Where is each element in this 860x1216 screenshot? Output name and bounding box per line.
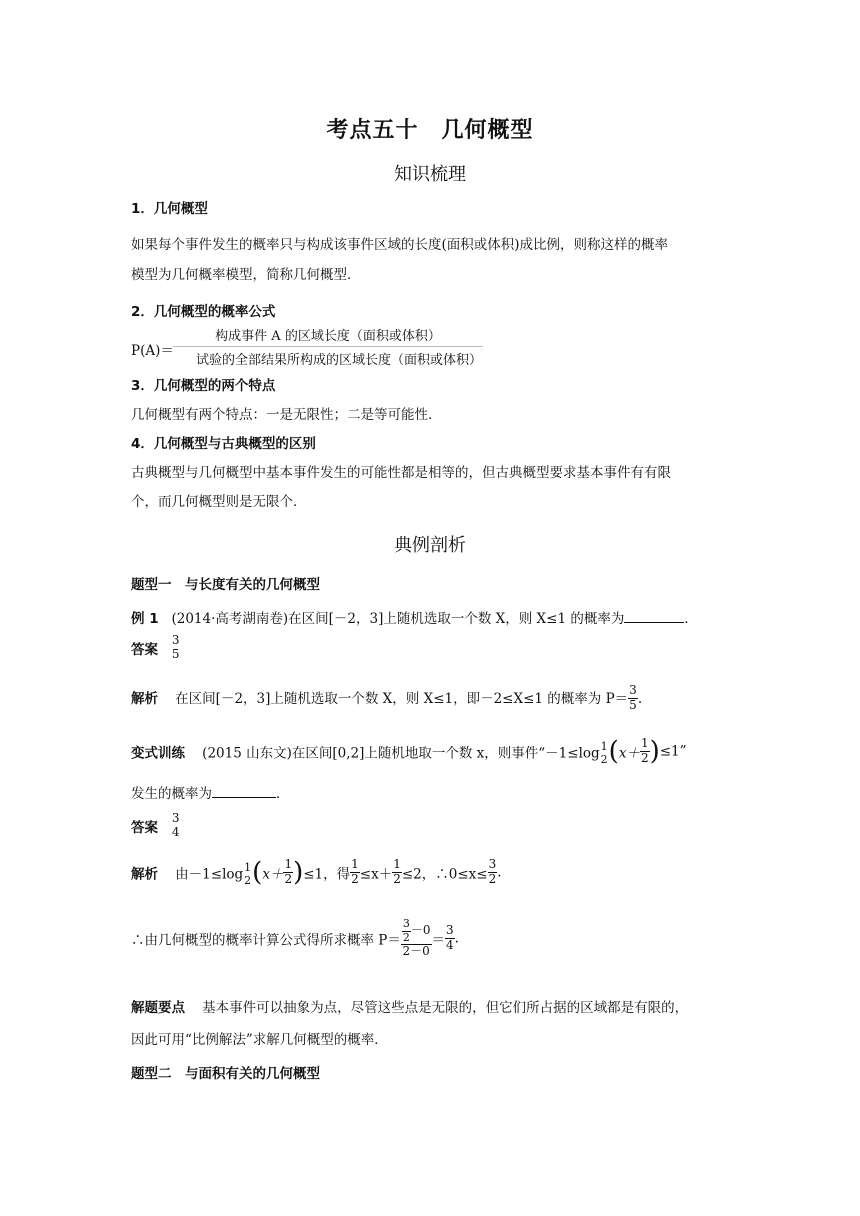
tip-line2: 因此可用“比例解法”求解几何概型的概率． bbox=[131, 1032, 388, 1048]
frac-num: 3 bbox=[402, 917, 410, 930]
answer-label: 答案 bbox=[131, 641, 158, 658]
k4-heading: 4．几何概型与古典概型的区别 bbox=[131, 436, 316, 452]
variant-end: ． bbox=[276, 786, 290, 802]
frac-den: 2 bbox=[402, 930, 410, 944]
frac-den: 4 bbox=[446, 938, 454, 953]
tip-label: 解题要点 bbox=[131, 1000, 185, 1016]
frac-num: 1 bbox=[244, 861, 252, 875]
answer-fraction bbox=[171, 634, 181, 662]
formula-denominator: 试验的全部结果所构成的区域长度（面积或体积） bbox=[195, 353, 482, 368]
formula-lhs: P(A)＝ bbox=[131, 343, 174, 359]
example1-answer bbox=[131, 634, 181, 662]
right-paren: ) bbox=[293, 857, 304, 888]
example1-label: 例 1 bbox=[131, 611, 159, 627]
frac-den: 5 bbox=[171, 646, 180, 661]
left-paren: ( bbox=[252, 857, 263, 888]
solution-end: . bbox=[497, 864, 502, 881]
solution-mid2: ≤x＋ bbox=[359, 866, 393, 883]
minus-zero: －0 bbox=[410, 923, 431, 938]
frac-num: 3 bbox=[171, 633, 180, 647]
variant-solution bbox=[131, 858, 502, 887]
page-title: 考点五十 几何概型 bbox=[326, 118, 534, 143]
solution-end: . bbox=[637, 690, 643, 707]
solution-pre: 由－1≤log bbox=[175, 866, 244, 883]
variant-line2 bbox=[131, 782, 290, 802]
frac-num bbox=[401, 918, 432, 945]
example1 bbox=[131, 607, 698, 627]
k1-heading: 1．几何概型 bbox=[131, 201, 208, 217]
tip-line1 bbox=[131, 996, 688, 1016]
frac-den: 2 bbox=[244, 873, 252, 887]
variant-inner: x＋ bbox=[618, 745, 640, 762]
frac-num: 1 bbox=[393, 857, 401, 871]
answer-fraction bbox=[171, 812, 181, 840]
result-fraction bbox=[488, 858, 498, 887]
answer-label: 答案 bbox=[131, 819, 158, 836]
frac-den: 2 bbox=[284, 871, 293, 886]
solution-text: 在区间[－2，3]上随机选取一个数 X，则 X≤1，即－2≤X≤1 的概率为 P＝ bbox=[175, 690, 629, 707]
solution-label: 解析 bbox=[131, 866, 158, 883]
k4-line1: 古典概型与几何概型中基本事件发生的可能性都是相等的，但古典概型要求基本事件有有限 bbox=[131, 465, 671, 481]
frac-den: 5 bbox=[629, 697, 637, 712]
variant-tail: ≤1” bbox=[659, 743, 687, 760]
variant-text: (2015 山东文)在区间[0,2]上随机地取一个数 x，则事件“－1≤log bbox=[202, 745, 600, 762]
left-paren: ( bbox=[608, 736, 619, 767]
half-fraction bbox=[350, 858, 360, 887]
frac-num: 3 bbox=[171, 811, 180, 825]
conclusion-end: . bbox=[454, 930, 459, 947]
log-base-fraction bbox=[243, 862, 252, 887]
example1-solution bbox=[131, 684, 642, 713]
frac-den: 2 bbox=[640, 750, 649, 765]
equals: ＝ bbox=[431, 932, 446, 949]
section-heading-examples: 典例剖析 bbox=[394, 535, 466, 556]
right-paren: ) bbox=[649, 736, 660, 767]
frac-den: 2 bbox=[600, 752, 608, 766]
example1-text: (2014·高考湖南卷)在区间[－2，3]上随机选取一个数 X，则 X≤1 的概率为 bbox=[171, 611, 625, 627]
variant-label: 变式训练 bbox=[131, 745, 185, 762]
type1-heading: 题型一 与长度有关的几何概型 bbox=[131, 577, 320, 593]
k3-line1: 几何概型有两个特点：一是无限性；二是等可能性． bbox=[131, 407, 442, 423]
conclusion-text: ∴由几何概型的概率计算公式得所求概率 P＝ bbox=[131, 932, 401, 949]
log-base-fraction bbox=[600, 741, 609, 766]
final-fraction bbox=[445, 924, 455, 953]
conclusion bbox=[131, 918, 459, 959]
inner-fraction bbox=[640, 737, 650, 766]
frac-num: 1 bbox=[351, 857, 359, 871]
half-fraction bbox=[392, 858, 402, 887]
variant-line2-text: 发生的概率为 bbox=[131, 786, 212, 802]
frac-num: 1 bbox=[284, 857, 293, 871]
k3-heading: 3．几何概型的两个特点 bbox=[131, 378, 276, 394]
formula-numerator: 构成事件 A 的区域长度（面积或体积） bbox=[173, 325, 483, 347]
frac-num: 3 bbox=[629, 683, 637, 697]
section-heading-knowledge: 知识梳理 bbox=[394, 164, 466, 185]
solution-mid: ≤1，得 bbox=[303, 866, 351, 883]
k2-heading: 2．几何概型的概率公式 bbox=[131, 304, 276, 320]
example1-end: ． bbox=[684, 611, 698, 627]
type2-heading: 题型二 与面积有关的几何概型 bbox=[131, 1066, 320, 1082]
k4-line2: 个，而几何概型则是无限个． bbox=[131, 494, 307, 510]
answer-blank bbox=[624, 610, 684, 623]
solution-label: 解析 bbox=[131, 690, 158, 707]
frac-den: 4 bbox=[171, 824, 180, 839]
frac-den: 2－0 bbox=[402, 944, 430, 959]
inner-fraction bbox=[283, 858, 293, 887]
k1-line1: 如果每个事件发生的概率只与构成该事件区域的长度(面积或体积)成比例，则称这样的概率 bbox=[131, 237, 669, 253]
k1-line2: 模型为几何概率模型，简称几何概型． bbox=[131, 267, 361, 283]
variant-exercise bbox=[131, 737, 687, 766]
tip-text: 基本事件可以抽象为点，尽管这些点是无限的，但它们所占据的区域都是有限的， bbox=[202, 1000, 689, 1016]
frac-den: 2 bbox=[393, 871, 401, 886]
frac-den: 2 bbox=[488, 871, 497, 886]
complex-fraction bbox=[401, 918, 432, 959]
frac-num: 3 bbox=[446, 923, 454, 938]
frac-den: 2 bbox=[351, 871, 359, 886]
solution-fraction bbox=[628, 684, 638, 713]
solution-mid3: ≤2，∴0≤x≤ bbox=[401, 866, 488, 883]
answer-blank bbox=[212, 785, 276, 798]
solution-inner: x＋ bbox=[262, 866, 284, 883]
variant-answer bbox=[131, 812, 181, 840]
frac-num: 1 bbox=[600, 740, 608, 754]
nested-fraction bbox=[402, 918, 411, 944]
frac-num: 1 bbox=[640, 736, 649, 750]
frac-num: 3 bbox=[488, 857, 497, 871]
